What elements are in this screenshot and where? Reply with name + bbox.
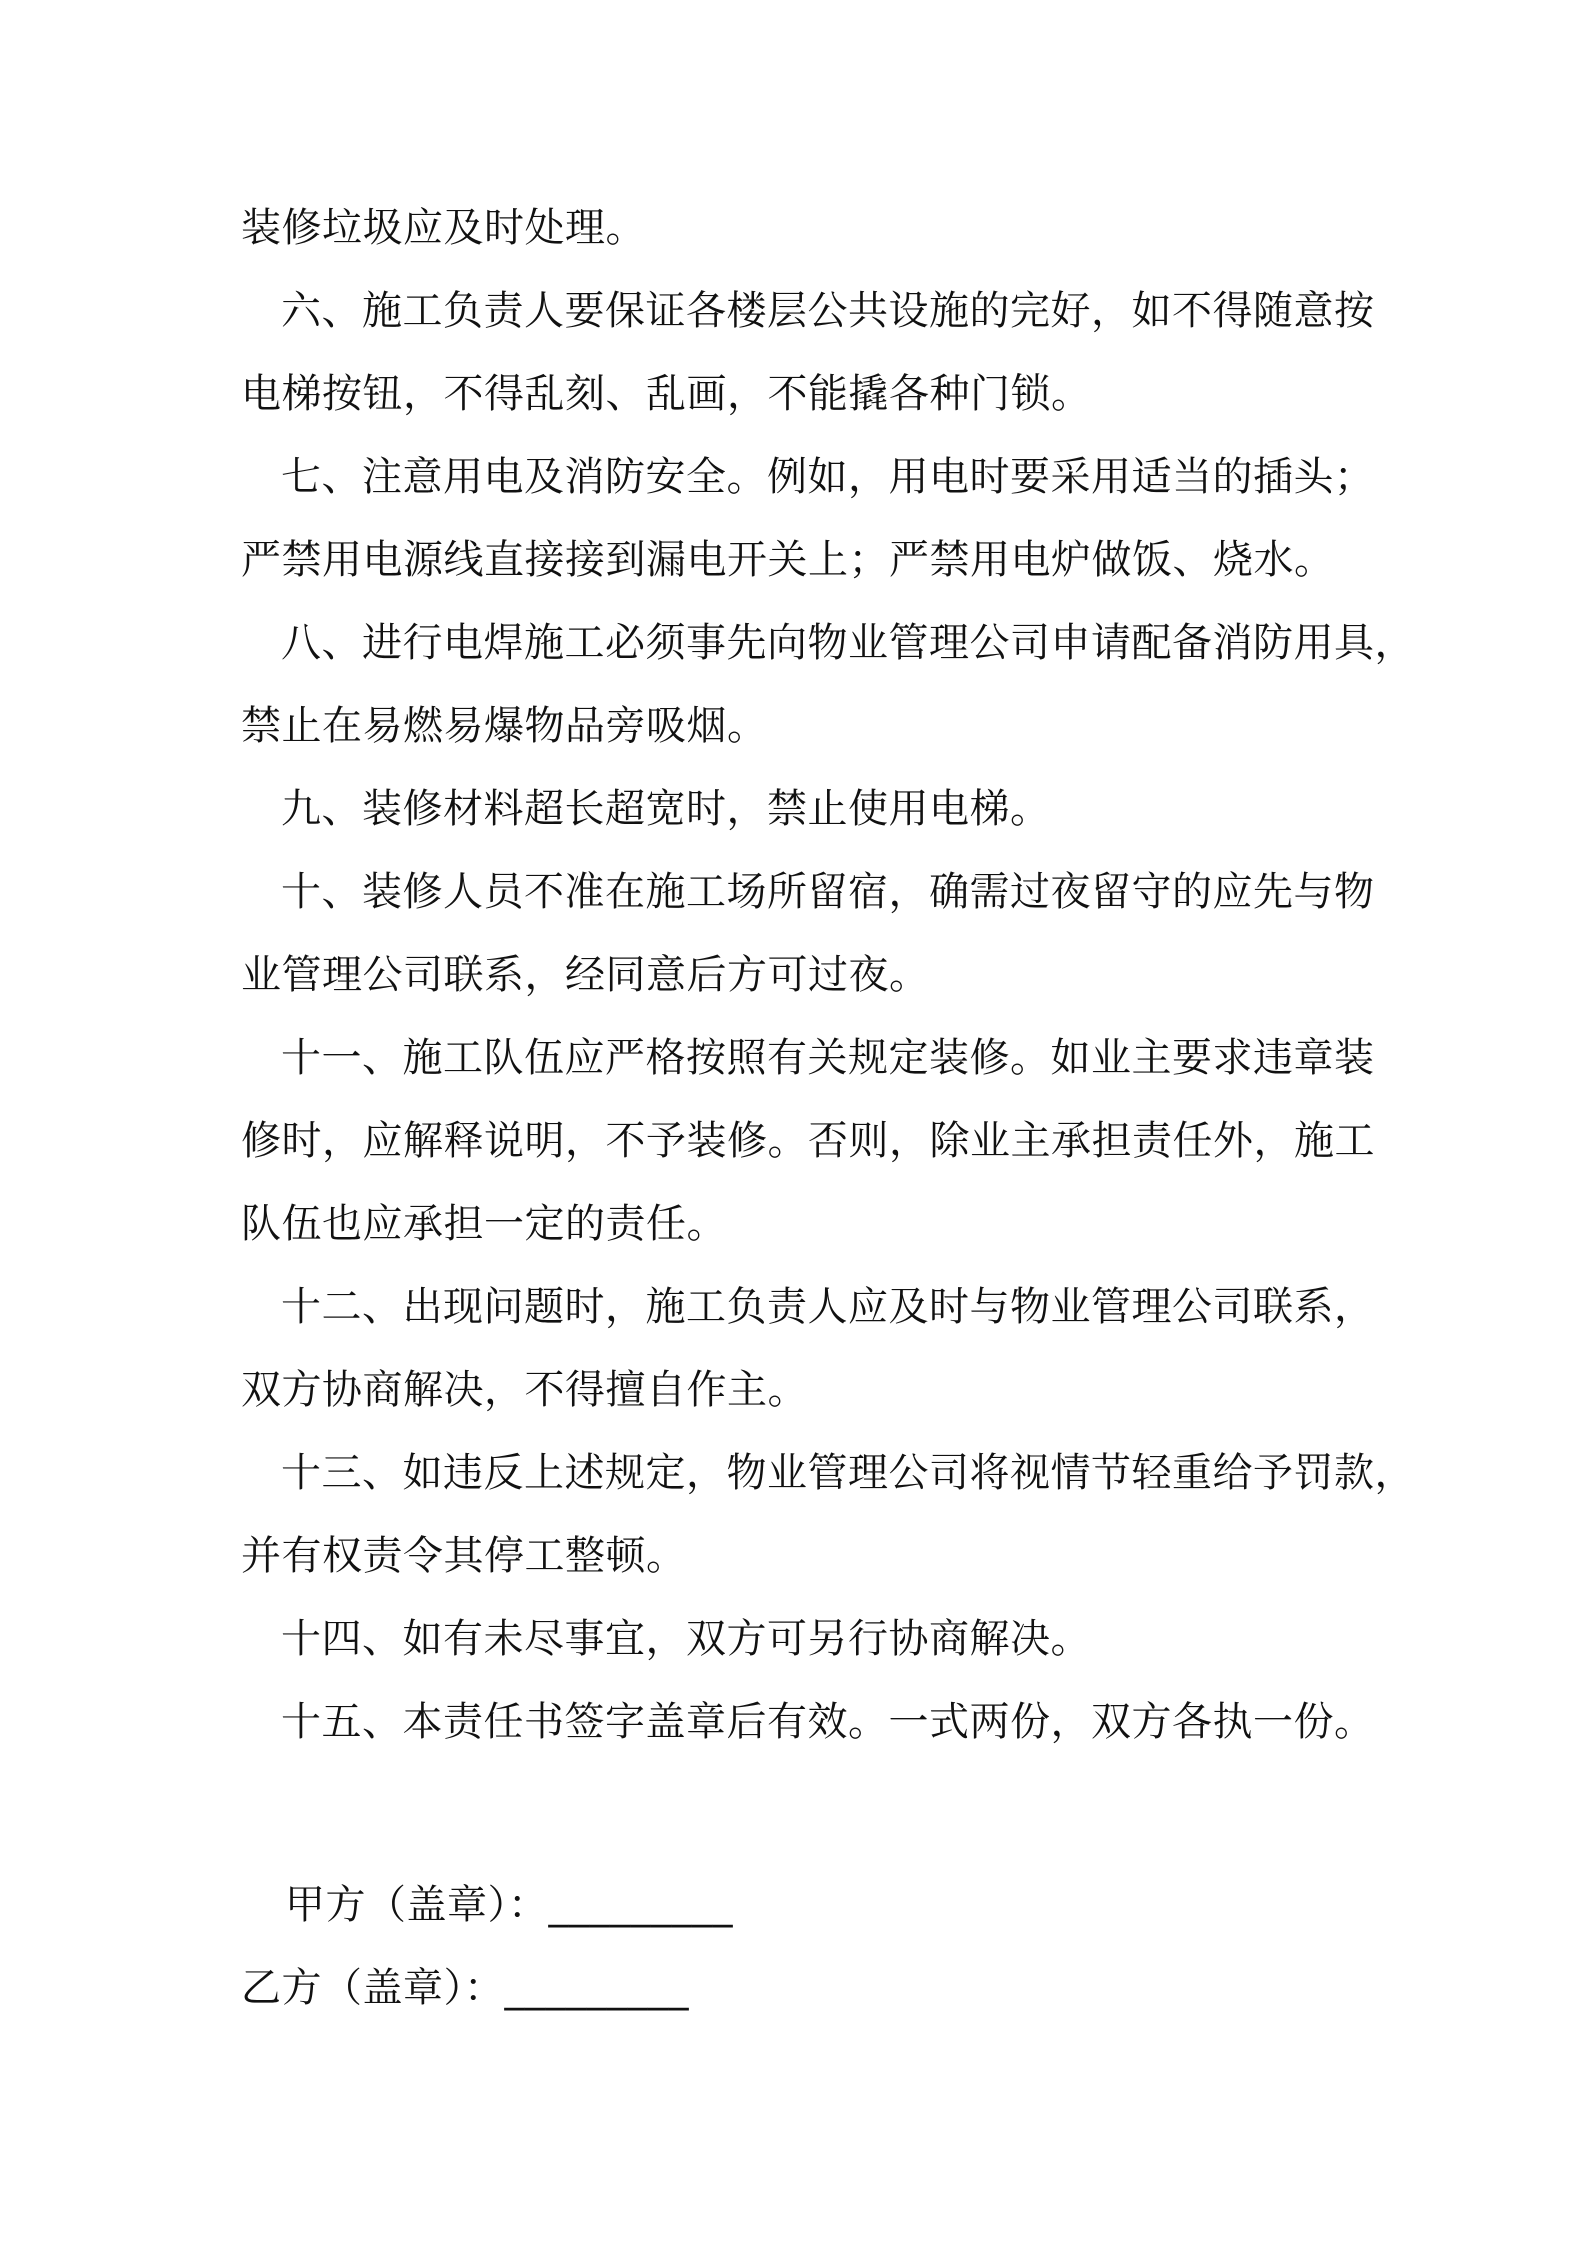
clause-13-line-2: 并有权责令其停工整顿。 — [241, 1533, 687, 1579]
clause-15-line-1: 十五、本责任书签字盖章后有效。一式两份，双方各执一份。 — [281, 1699, 1375, 1745]
body-line: 装修垃圾应及时处理。 — [241, 205, 646, 251]
clause-11-line-3: 队伍也应承担一定的责任。 — [241, 1201, 727, 1247]
clause-6-line-2: 电梯按钮，不得乱刻、乱画，不能撬各种门锁。 — [241, 371, 1092, 417]
clause-7-line-2: 严禁用电源线直接接到漏电开关上；严禁用电炉做饭、烧水。 — [241, 537, 1335, 583]
clause-10-line-1: 十、装修人员不准在施工场所留宿，确需过夜留守的应先与物 — [281, 869, 1375, 915]
clause-11-line-1: 十一、施工队伍应严格按照有关规定装修。如业主要求违章装 — [281, 1035, 1375, 1081]
clause-10-line-2: 业管理公司联系，经同意后方可过夜。 — [241, 952, 930, 998]
clause-11-line-2: 修时，应解释说明，不予装修。否则，除业主承担责任外，施工 — [241, 1118, 1375, 1164]
party-b-signature: 乙方（盖章）：_________ — [241, 1965, 689, 2011]
clause-12-line-1: 十二、出现问题时，施工负责人应及时与物业管理公司联系， — [281, 1284, 1375, 1330]
clause-8-line-2: 禁止在易燃易爆物品旁吸烟。 — [241, 703, 768, 749]
clause-9-line-1: 九、装修材料超长超宽时，禁止使用电梯。 — [281, 786, 1051, 832]
clause-13-line-1: 十三、如违反上述规定，物业管理公司将视情节轻重给予罚款， — [281, 1450, 1415, 1496]
clause-14-line-1: 十四、如有未尽事宜，双方可另行协商解决。 — [281, 1616, 1091, 1662]
clause-8-line-1: 八、进行电焊施工必须事先向物业管理公司申请配备消防用具， — [281, 620, 1415, 666]
clause-6-line-1: 六、施工负责人要保证各楼层公共设施的完好，如不得随意按 — [281, 288, 1375, 334]
party-a-signature: 甲方（盖章）：_________ — [285, 1882, 733, 1928]
clause-7-line-1: 七、注意用电及消防安全。例如，用电时要采用适当的插头； — [281, 454, 1375, 500]
clause-12-line-2: 双方协商解决，不得擅自作主。 — [241, 1367, 808, 1413]
